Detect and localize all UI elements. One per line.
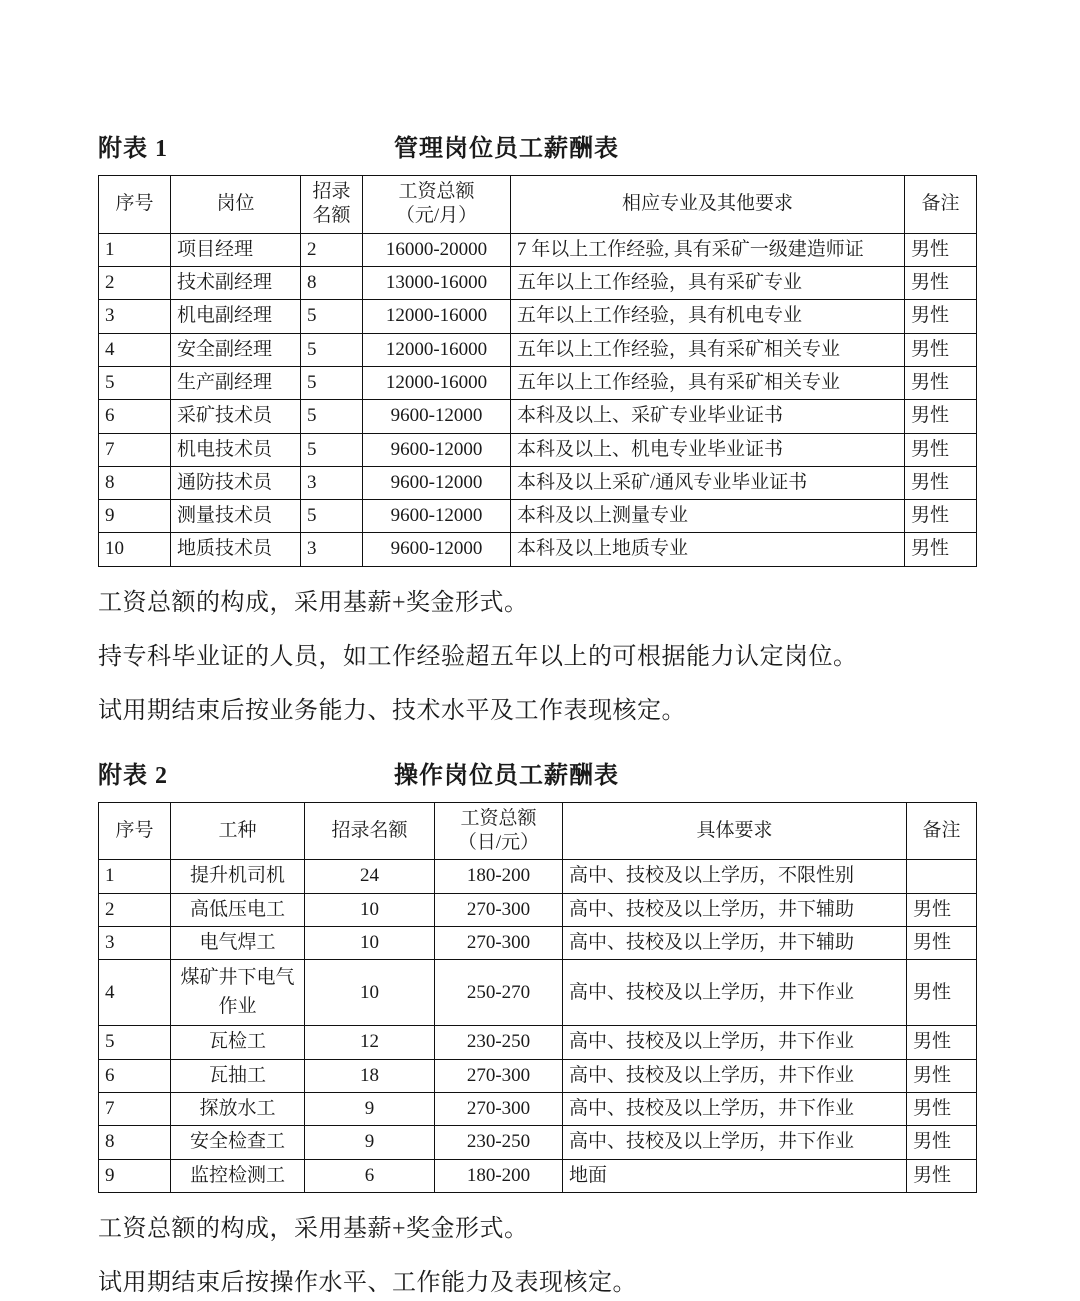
cell-requirements: 高中、技校及以上学历，井下辅助 xyxy=(563,893,907,926)
cell-requirements: 地面 xyxy=(563,1159,907,1192)
cell-index: 8 xyxy=(99,466,171,499)
table-row xyxy=(99,366,977,399)
cell-index: 5 xyxy=(99,1026,171,1059)
cell-position: 安全副经理 xyxy=(171,333,301,366)
col-header-remark: 备注 xyxy=(907,802,977,860)
table-row xyxy=(99,233,977,266)
cell-quota: 9 xyxy=(305,1092,435,1125)
table-row xyxy=(99,1126,977,1159)
cell-remark: 男性 xyxy=(905,433,977,466)
cell-position: 通防技术员 xyxy=(171,466,301,499)
col-header-salary xyxy=(363,176,511,234)
table-row xyxy=(99,333,977,366)
cell-index: 1 xyxy=(99,233,171,266)
section-1-note-2: 持专科毕业证的人员，如工作经验超五年以上的可根据能力认定岗位。 xyxy=(98,643,858,670)
cell-remark: 男性 xyxy=(905,500,977,533)
cell-quota: 3 xyxy=(301,466,363,499)
col-header-requirements: 具体要求 xyxy=(563,802,907,860)
cell-quota: 24 xyxy=(305,860,435,893)
cell-quota: 5 xyxy=(301,333,363,366)
cell-requirements: 本科及以上、机电专业毕业证书 xyxy=(511,433,905,466)
col-header-salary-line1: 工资总额 xyxy=(460,807,537,829)
table-row xyxy=(99,1159,977,1192)
cell-index: 7 xyxy=(99,1092,171,1125)
cell-quota: 8 xyxy=(301,266,363,299)
cell-remark: 男性 xyxy=(907,927,977,960)
cell-index: 3 xyxy=(99,927,171,960)
cell-quota: 5 xyxy=(301,433,363,466)
cell-position: 测量技术员 xyxy=(171,500,301,533)
cell-remark: 男性 xyxy=(905,333,977,366)
cell-requirements: 高中、技校及以上学历，井下作业 xyxy=(563,1092,907,1125)
section-1-label: 附表 1 xyxy=(98,136,168,162)
cell-position: 机电技术员 xyxy=(171,433,301,466)
cell-remark: 男性 xyxy=(907,1059,977,1092)
table-row xyxy=(99,860,977,893)
cell-position: 技术副经理 xyxy=(171,266,301,299)
cell-position: 项目经理 xyxy=(171,233,301,266)
cell-salary: 12000-16000 xyxy=(363,300,511,333)
section-2-label: 附表 2 xyxy=(98,762,168,789)
cell-salary: 12000-16000 xyxy=(363,333,511,366)
cell-job-type: 提升机司机 xyxy=(171,860,305,893)
cell-index: 1 xyxy=(99,860,171,893)
section-2-note-1: 工资总额的构成，采用基薪+奖金形式。 xyxy=(98,1215,529,1242)
cell-quota: 18 xyxy=(305,1059,435,1092)
cell-salary: 180-200 xyxy=(435,860,563,893)
cell-salary: 270-300 xyxy=(435,893,563,926)
col-header-salary-line1: 工资总额 xyxy=(398,181,475,202)
section-1-title xyxy=(98,128,986,163)
cell-salary: 13000-16000 xyxy=(363,266,511,299)
table-row xyxy=(99,466,977,499)
cell-job-type: 监控检测工 xyxy=(171,1159,305,1192)
cell-index: 10 xyxy=(99,533,171,566)
cell-requirements: 本科及以上测量专业 xyxy=(511,500,905,533)
cell-remark: 男性 xyxy=(905,400,977,433)
cell-index: 4 xyxy=(99,333,171,366)
cell-remark: 男性 xyxy=(907,1159,977,1192)
cell-position: 生产副经理 xyxy=(171,366,301,399)
col-header-quota: 招录名额 xyxy=(305,802,435,860)
cell-index: 5 xyxy=(99,366,171,399)
section-2-note-2: 试用期结束后按操作水平、工作能力及表现核定。 xyxy=(98,1269,637,1296)
cell-requirements: 五年以上工作经验，具有机电专业 xyxy=(511,300,905,333)
table-row xyxy=(99,1059,977,1092)
table-row xyxy=(99,927,977,960)
cell-position: 机电副经理 xyxy=(171,300,301,333)
cell-salary: 270-300 xyxy=(435,1092,563,1125)
cell-quota: 5 xyxy=(301,300,363,333)
cell-job-type: 高低压电工 xyxy=(171,893,305,926)
cell-requirements: 高中、技校及以上学历，井下作业 xyxy=(563,1026,907,1059)
management-salary-table xyxy=(98,175,977,567)
cell-requirements: 五年以上工作经验，具有采矿相关专业 xyxy=(511,333,905,366)
cell-salary: 250-270 xyxy=(435,960,563,1026)
table-row xyxy=(99,400,977,433)
col-header-remark: 备注 xyxy=(905,176,977,234)
col-header-index: 序号 xyxy=(99,802,171,860)
cell-salary: 9600-12000 xyxy=(363,533,511,566)
cell-requirements: 本科及以上、采矿专业毕业证书 xyxy=(511,400,905,433)
table-row xyxy=(99,433,977,466)
col-header-job-type: 工种 xyxy=(171,802,305,860)
col-header-position: 岗位 xyxy=(171,176,301,234)
cell-index: 9 xyxy=(99,1159,171,1192)
cell-quota: 5 xyxy=(301,400,363,433)
cell-salary: 12000-16000 xyxy=(363,366,511,399)
cell-salary: 9600-12000 xyxy=(363,400,511,433)
col-header-quota xyxy=(301,176,363,234)
cell-requirements: 五年以上工作经验，具有采矿相关专业 xyxy=(511,366,905,399)
table-row xyxy=(99,1092,977,1125)
cell-index: 2 xyxy=(99,893,171,926)
cell-requirements: 五年以上工作经验，具有采矿专业 xyxy=(511,266,905,299)
cell-quota: 5 xyxy=(301,500,363,533)
cell-salary: 270-300 xyxy=(435,927,563,960)
col-header-salary xyxy=(435,802,563,860)
cell-quota: 6 xyxy=(305,1159,435,1192)
cell-salary: 9600-12000 xyxy=(363,500,511,533)
cell-index: 7 xyxy=(99,433,171,466)
table-header-row xyxy=(99,802,977,860)
cell-remark: 男性 xyxy=(905,466,977,499)
cell-salary: 180-200 xyxy=(435,1159,563,1192)
cell-index: 6 xyxy=(99,1059,171,1092)
section-2-heading: 操作岗位员工薪酬表 xyxy=(394,762,619,789)
cell-quota: 2 xyxy=(301,233,363,266)
cell-remark: 男性 xyxy=(907,893,977,926)
cell-remark: 男性 xyxy=(907,1026,977,1059)
table-row xyxy=(99,960,977,1026)
operation-salary-table xyxy=(98,802,977,1193)
cell-requirements: 高中、技校及以上学历，井下作业 xyxy=(563,1059,907,1092)
col-header-salary-line2: （元/月） xyxy=(395,205,478,227)
section-1-heading: 管理岗位员工薪酬表 xyxy=(394,136,619,162)
cell-job-type: 探放水工 xyxy=(171,1092,305,1125)
cell-quota: 10 xyxy=(305,960,435,1026)
section-2-title xyxy=(98,755,986,790)
section-1-note-1: 工资总额的构成，采用基薪+奖金形式。 xyxy=(98,589,529,616)
cell-position: 地质技术员 xyxy=(171,533,301,566)
section-1-note-3: 试用期结束后按业务能力、技术水平及工作表现核定。 xyxy=(98,697,686,724)
cell-remark: 男性 xyxy=(905,233,977,266)
cell-position: 采矿技术员 xyxy=(171,400,301,433)
col-header-salary-line2: （日/元） xyxy=(457,832,540,854)
cell-salary: 16000-20000 xyxy=(363,233,511,266)
table-row xyxy=(99,533,977,566)
cell-salary: 230-250 xyxy=(435,1026,563,1059)
cell-requirements: 高中、技校及以上学历，不限性别 xyxy=(563,860,907,893)
document-content xyxy=(98,128,986,1301)
cell-quota: 10 xyxy=(305,927,435,960)
cell-remark: 男性 xyxy=(907,1092,977,1125)
table-row xyxy=(99,266,977,299)
cell-job-type: 瓦检工 xyxy=(171,1026,305,1059)
cell-quota: 12 xyxy=(305,1026,435,1059)
cell-remark: 男性 xyxy=(905,533,977,566)
cell-index: 3 xyxy=(99,300,171,333)
cell-job-type: 煤矿井下电气作业 xyxy=(171,960,305,1026)
col-header-quota-line1: 招录 xyxy=(312,181,351,202)
table-header-row xyxy=(99,176,977,234)
cell-salary: 9600-12000 xyxy=(363,466,511,499)
cell-index: 4 xyxy=(99,960,171,1026)
cell-requirements: 7 年以上工作经验, 具有采矿一级建造师证 xyxy=(511,233,905,266)
cell-job-type: 安全检查工 xyxy=(171,1126,305,1159)
cell-job-type: 瓦抽工 xyxy=(171,1059,305,1092)
col-header-index: 序号 xyxy=(99,176,171,234)
cell-index: 6 xyxy=(99,400,171,433)
cell-requirements: 高中、技校及以上学历，井下作业 xyxy=(563,1126,907,1159)
cell-requirements: 本科及以上采矿/通风专业毕业证书 xyxy=(511,466,905,499)
cell-remark: 男性 xyxy=(905,366,977,399)
cell-salary: 270-300 xyxy=(435,1059,563,1092)
cell-job-type: 电气焊工 xyxy=(171,927,305,960)
cell-remark: 男性 xyxy=(905,300,977,333)
cell-remark xyxy=(907,860,977,893)
cell-remark: 男性 xyxy=(907,960,977,1026)
cell-requirements: 高中、技校及以上学历，井下作业 xyxy=(563,960,907,1026)
cell-requirements: 本科及以上地质专业 xyxy=(511,533,905,566)
cell-index: 9 xyxy=(99,500,171,533)
cell-salary: 9600-12000 xyxy=(363,433,511,466)
col-header-requirements: 相应专业及其他要求 xyxy=(511,176,905,234)
col-header-quota-line2: 名额 xyxy=(312,205,351,227)
cell-quota: 9 xyxy=(305,1126,435,1159)
table-row xyxy=(99,500,977,533)
cell-requirements: 高中、技校及以上学历，井下辅助 xyxy=(563,927,907,960)
cell-index: 2 xyxy=(99,266,171,299)
table-row xyxy=(99,1026,977,1059)
cell-salary: 230-250 xyxy=(435,1126,563,1159)
table-row xyxy=(99,893,977,926)
cell-index: 8 xyxy=(99,1126,171,1159)
cell-quota: 10 xyxy=(305,893,435,926)
table-row xyxy=(99,300,977,333)
cell-remark: 男性 xyxy=(905,266,977,299)
cell-remark: 男性 xyxy=(907,1126,977,1159)
cell-quota: 3 xyxy=(301,533,363,566)
cell-quota: 5 xyxy=(301,366,363,399)
